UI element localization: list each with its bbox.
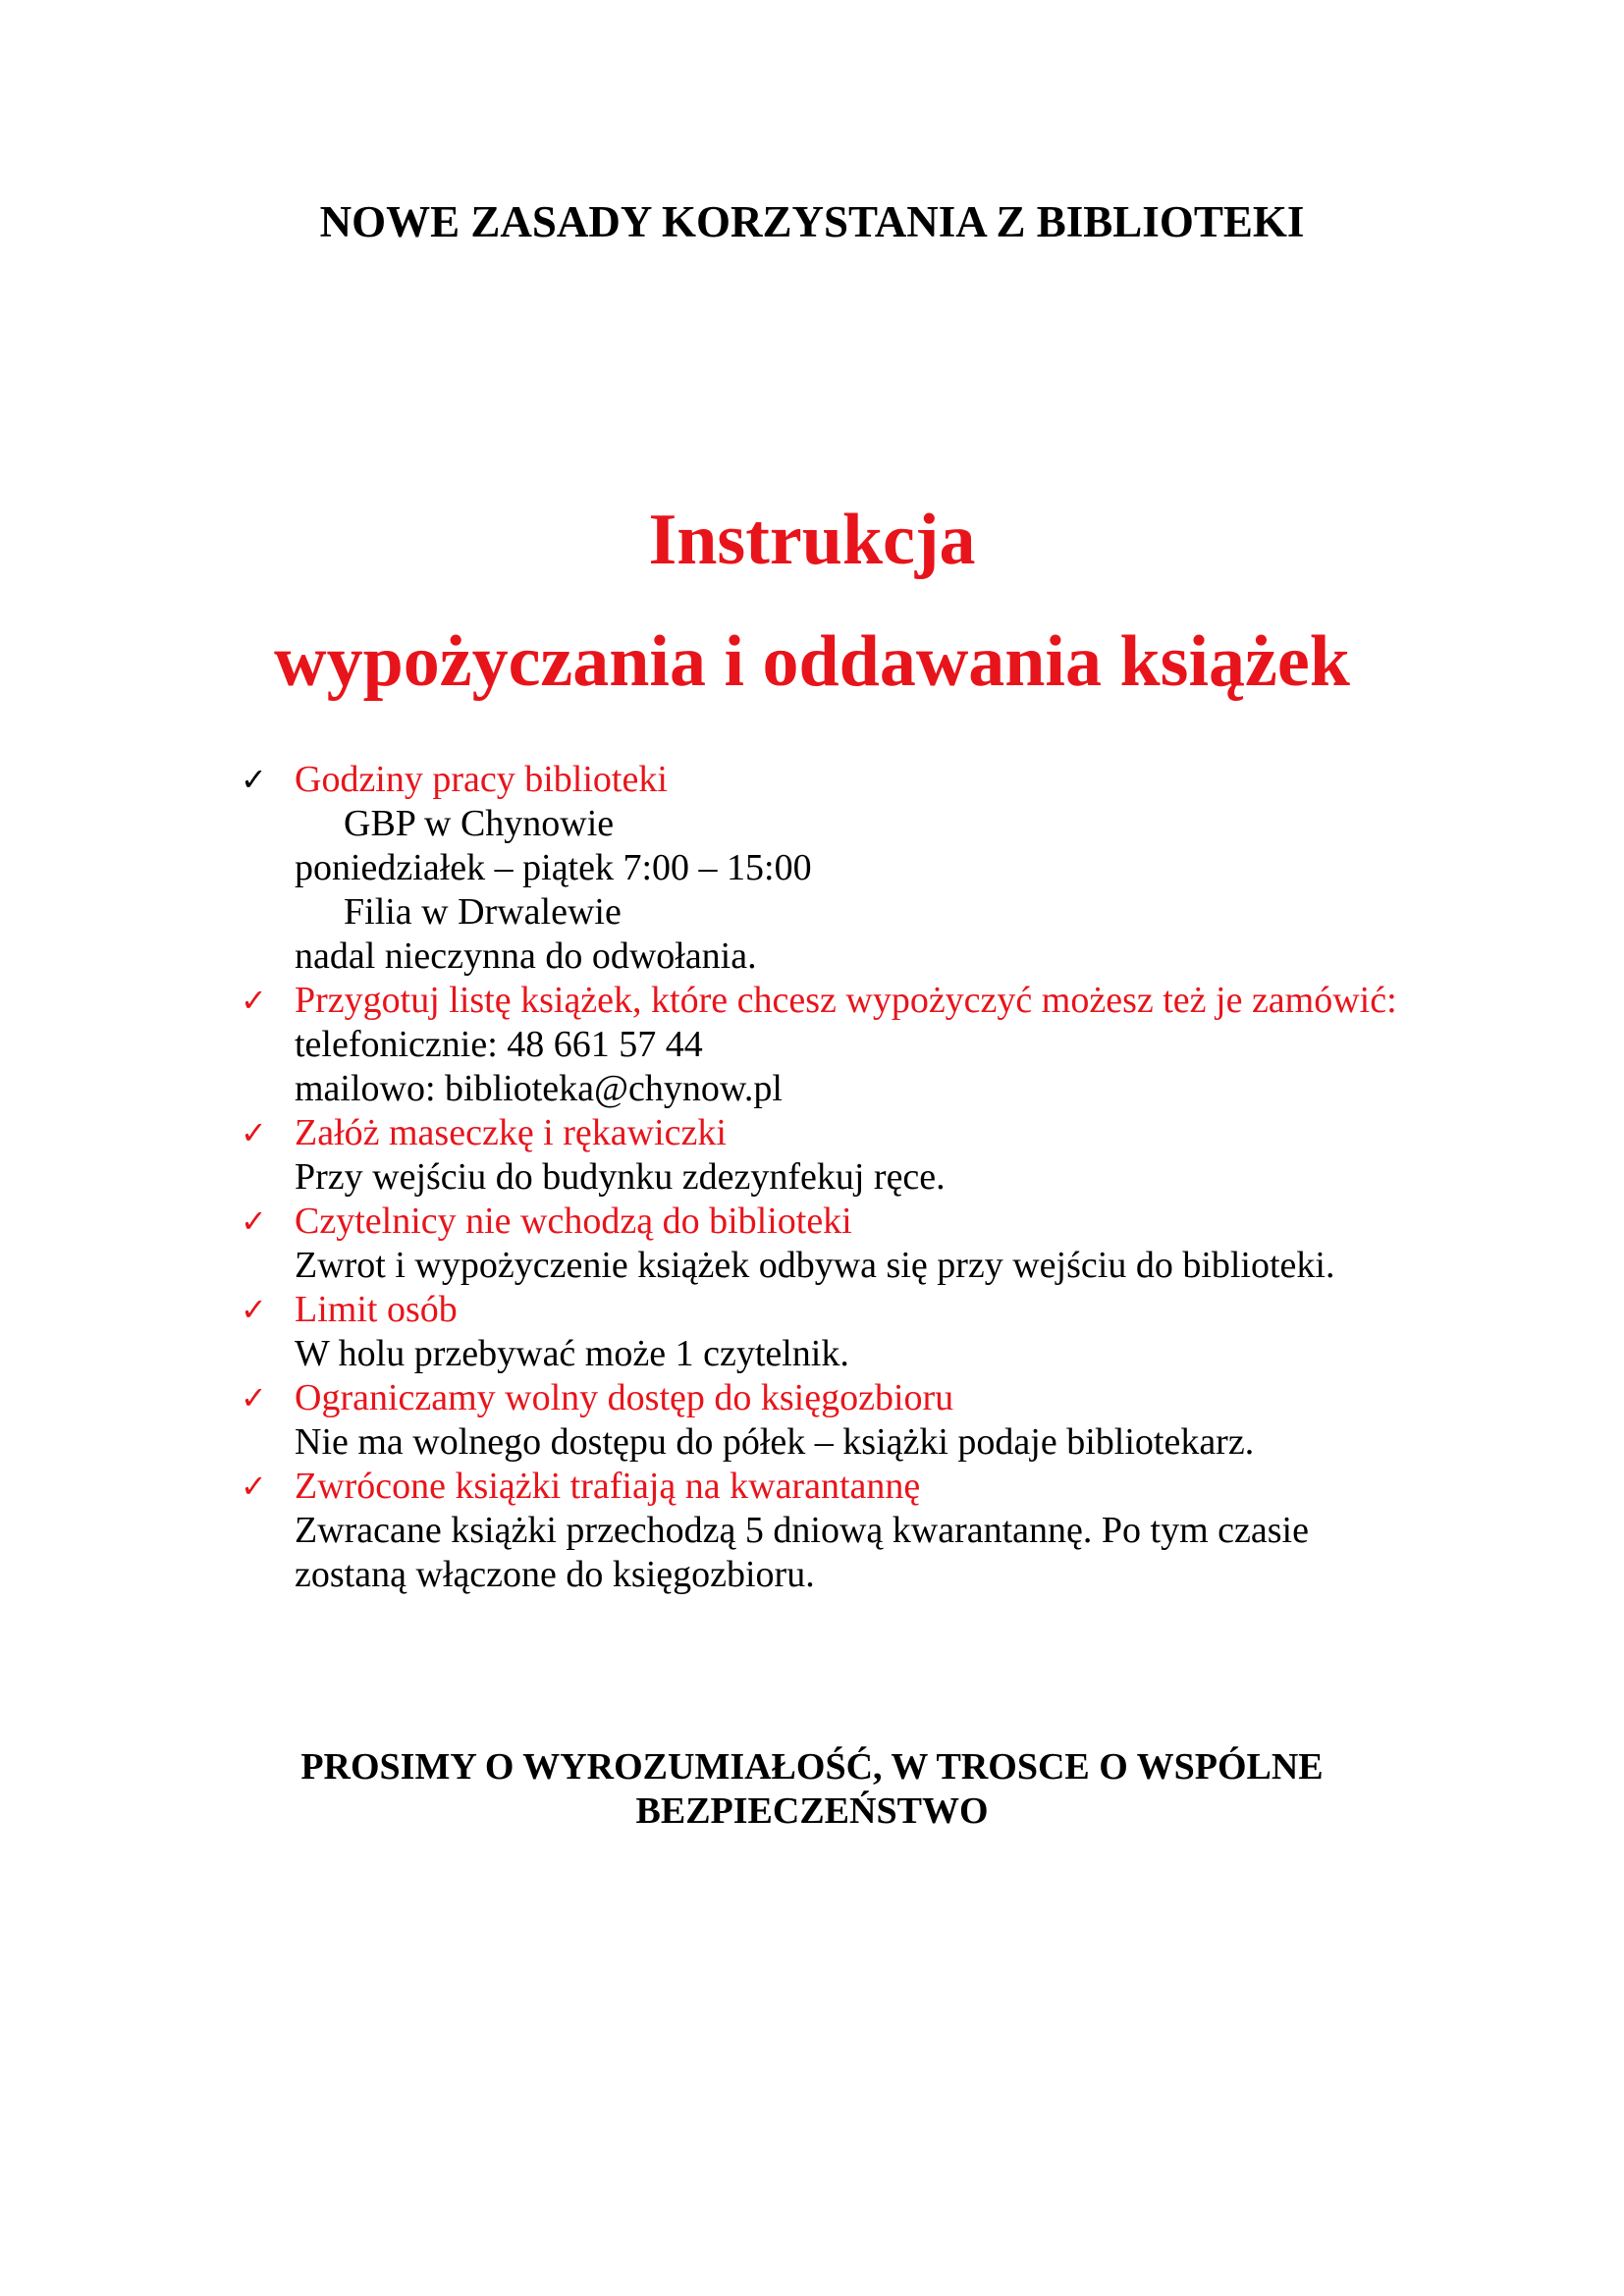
checkmark-icon: ✓ xyxy=(241,1202,267,1240)
checkmark-icon: ✓ xyxy=(241,1114,267,1151)
footer-line-1: PROSIMY O WYROZUMIAŁOŚĆ, W TROSCE O WSPÓLNE xyxy=(300,1746,1324,1788)
rule-line: Przy wejściu do budynku zdezynfekuj ręce. xyxy=(295,1156,946,1198)
rule-line: Zwracane książki przechodzą 5 dniową kwarantannę. Po tym czasie xyxy=(295,1510,1309,1551)
checkmark-icon: ✓ xyxy=(241,761,267,798)
checkmark-icon: ✓ xyxy=(241,1379,267,1416)
rule-line: W holu przebywać może 1 czytelnik. xyxy=(295,1333,849,1374)
rules-list xyxy=(236,758,1512,1597)
checkmark-icon: ✓ xyxy=(241,1468,267,1505)
rule-line: zostaną włączone do księgozbioru. xyxy=(295,1554,815,1595)
rule-title: Załóż maseczkę i rękawiczki xyxy=(295,1112,727,1153)
rule-quarantine xyxy=(236,1465,1512,1597)
rule-title: Zwrócone książki trafiają na kwarantannę xyxy=(295,1466,921,1507)
rule-restricted-access xyxy=(236,1376,1512,1465)
rule-line: nadal nieczynna do odwołania. xyxy=(295,935,757,977)
page-title: NOWE ZASADY KORZYSTANIA Z BIBLIOTEKI xyxy=(319,197,1305,246)
checkmark-icon: ✓ xyxy=(241,1291,267,1328)
main-heading-line-2: wypożyczania i oddawania książek xyxy=(274,621,1350,702)
rule-line: telefonicznie: 48 661 57 44 xyxy=(295,1024,703,1065)
checkmark-icon: ✓ xyxy=(241,982,267,1019)
footer-line-2: BEZPIECZEŃSTWO xyxy=(635,1790,989,1832)
main-heading xyxy=(0,479,1624,722)
rule-prepare-list xyxy=(236,979,1512,1111)
rule-title: Godziny pracy biblioteki xyxy=(295,759,668,800)
rule-line: poniedziałek – piątek 7:00 – 15:00 xyxy=(295,847,812,888)
rule-title: Przygotuj listę książek, które chcesz wypożyczyć możesz też je zamówić: xyxy=(295,980,1397,1021)
rule-person-limit xyxy=(236,1288,1512,1376)
rule-line: GBP w Chynowie xyxy=(344,803,615,844)
rule-line: mailowo: biblioteka@chynow.pl xyxy=(295,1068,783,1109)
main-heading-line-1: Instrukcja xyxy=(648,500,976,580)
rule-opening-hours xyxy=(236,758,1512,979)
rule-title: Limit osób xyxy=(295,1289,458,1330)
footer-notice xyxy=(0,1745,1624,1834)
rule-line: Zwrot i wypożyczenie książek odbywa się przy wejściu do biblioteki. xyxy=(295,1245,1335,1286)
rule-mask-gloves xyxy=(236,1111,1512,1200)
rule-title: Czytelnicy nie wchodzą do biblioteki xyxy=(295,1201,852,1242)
rule-line: Nie ma wolnego dostępu do półek – książki podaje bibliotekarz. xyxy=(295,1421,1255,1463)
rule-line: Filia w Drwalewie xyxy=(344,891,622,933)
rule-no-entry xyxy=(236,1200,1512,1288)
rule-title: Ograniczamy wolny dostęp do księgozbioru xyxy=(295,1377,954,1418)
